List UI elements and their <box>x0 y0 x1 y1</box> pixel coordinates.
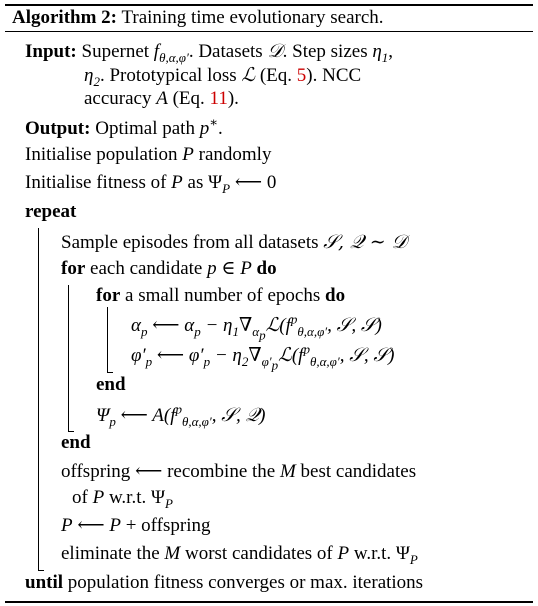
algorithm-header <box>12 6 384 30</box>
for-candidate-block-line <box>68 285 69 431</box>
end-candidate-keyword: end <box>61 432 91 453</box>
input-text-accuracy: accuracy <box>84 88 152 109</box>
end-epochs-keyword: end <box>96 374 126 395</box>
do-keyword: do <box>325 285 346 306</box>
accuracy-symbol: A <box>156 88 168 109</box>
fitness-update-expr: $\Psi_p$ ⟵ $A(f^p_{\theta,\alpha,\varphi'}$, 𝒮, 𝒬) <box>96 401 266 429</box>
input-text-loss: . Prototypical loss <box>99 65 237 86</box>
input-text-datasets: . Datasets <box>188 41 263 62</box>
population-symbol: P <box>61 515 73 536</box>
repeat-block-line <box>38 228 39 570</box>
episode-expr: 𝒮, 𝒬 ∼ 𝒟 <box>323 231 407 253</box>
init-pop-text-2: randomly <box>198 144 272 165</box>
output-keyword: Output: <box>25 118 91 139</box>
fitness-symbol: $\Psi_P$ <box>150 487 173 511</box>
output-text: Optimal path <box>95 118 195 139</box>
population-symbol: P <box>182 144 194 165</box>
eq-5-link[interactable]: 5 <box>296 65 307 86</box>
input-text-end: ). <box>227 88 239 109</box>
population-update-line: P ⟵ P + offspring <box>61 515 211 536</box>
for-epochs-text: a small number of epochs <box>125 285 321 306</box>
init-population-line <box>25 143 271 167</box>
fitness-symbol: $\Psi_P$ <box>395 543 418 567</box>
elim-text-3: w.r.t. <box>353 543 392 564</box>
population-symbol: P <box>337 543 350 564</box>
input-text-eq2: (Eq. <box>172 88 205 109</box>
until-text: population fitness converges or max. iterations <box>67 572 424 593</box>
m-symbol: M <box>164 543 181 564</box>
for-epochs-block-line <box>107 307 108 372</box>
for-keyword: for <box>61 258 86 279</box>
algorithm-label: Algorithm 2: <box>12 7 118 28</box>
eta1-symbol: $\eta_1$ <box>372 41 389 65</box>
m-symbol: M <box>279 461 296 482</box>
offspring-text-5: w.r.t. <box>108 487 147 508</box>
repeat-keyword: repeat <box>25 201 77 222</box>
init-fit-text: Initialise fitness of <box>25 172 167 193</box>
population-symbol: P <box>171 172 183 193</box>
input-text-stepsizes: . Step sizes <box>282 41 368 62</box>
init-fitness-line <box>25 171 276 195</box>
input-line-3 <box>84 87 239 111</box>
alpha-update-line <box>131 311 382 343</box>
offspring-line: offspring ⟵ recombine the M best candidates <box>61 461 417 482</box>
alpha-update-expr: $\alpha_p$ ⟵ $\alpha_p$ − $\eta_1\nabla_{\alpha_p}ℒ(f^p_{\theta,\alpha,\varphi'}$, 𝒮, 𝒮) <box>131 311 382 343</box>
candidate-expr: p <box>207 258 217 279</box>
until-keyword: until <box>25 572 64 593</box>
input-line-1: Input: Supernet $f_{\theta,\alpha,\varphi'}$. Datasets 𝒟. Step sizes $\eta_1$, <box>25 40 394 65</box>
header-rule <box>5 31 533 32</box>
for-keyword: for <box>96 285 121 306</box>
offspring-text-3: best candidates <box>300 461 417 482</box>
eq-11-link[interactable]: 11 <box>209 88 228 109</box>
init-fit-text-2: as <box>187 172 204 193</box>
eliminate-line <box>61 542 418 566</box>
loss-symbol: ℒ <box>241 64 256 86</box>
for-epochs-line <box>96 284 345 308</box>
offspring-text: offspring <box>61 461 131 482</box>
input-keyword: Input: <box>25 41 77 62</box>
eta2-symbol: $\eta_2$ <box>84 65 100 89</box>
offspring-text-4: of <box>72 487 88 508</box>
input-text-eq: (Eq. <box>259 65 293 86</box>
offspring-line-2 <box>72 486 173 510</box>
population-symbol: P <box>240 258 252 279</box>
fitness-update-line <box>96 403 265 428</box>
phi-update-line <box>131 341 395 373</box>
bottom-rule <box>5 601 533 603</box>
population-symbol: P <box>92 487 105 508</box>
for-candidate-text: each candidate <box>90 258 203 279</box>
supernet-symbol: $f_{\theta,\alpha,\varphi'}$ <box>153 41 189 65</box>
offspring-text-2: recombine the <box>167 461 276 482</box>
algorithm-title: Training time evolutionary search. <box>121 7 384 28</box>
for-candidate-line: for each candidate p ∈ P do <box>61 258 277 279</box>
elim-text: eliminate the <box>61 543 160 564</box>
input-line-2 <box>84 63 361 88</box>
update-text: + offspring <box>125 515 211 536</box>
phi-update-expr: $\varphi'_p$ ⟵ $\varphi'_p$ − $\eta_2\nabla_{\varphi'_p}ℒ(f^p_{\theta,\alpha,\varphi'}$, 𝒮, 𝒮) <box>131 341 395 373</box>
path-symbol: p∗ <box>199 114 219 139</box>
input-text-ncc: ). NCC <box>306 65 362 86</box>
input-text-supernet: Supernet <box>81 41 150 62</box>
elim-text-2: worst candidates of <box>184 543 333 564</box>
until-line <box>25 571 423 595</box>
sample-text: Sample episodes from all datasets <box>61 232 319 253</box>
dataset-symbol: 𝒟 <box>267 40 283 62</box>
output-line: Output: Optimal path p∗. <box>25 114 223 139</box>
fitness-assign-expr: $\Psi_P$ ⟵ 0 <box>208 172 277 196</box>
init-pop-text: Initialise population <box>25 144 178 165</box>
population-symbol: P <box>109 515 121 536</box>
do-keyword: do <box>256 258 277 279</box>
sample-episodes-line <box>61 230 407 255</box>
